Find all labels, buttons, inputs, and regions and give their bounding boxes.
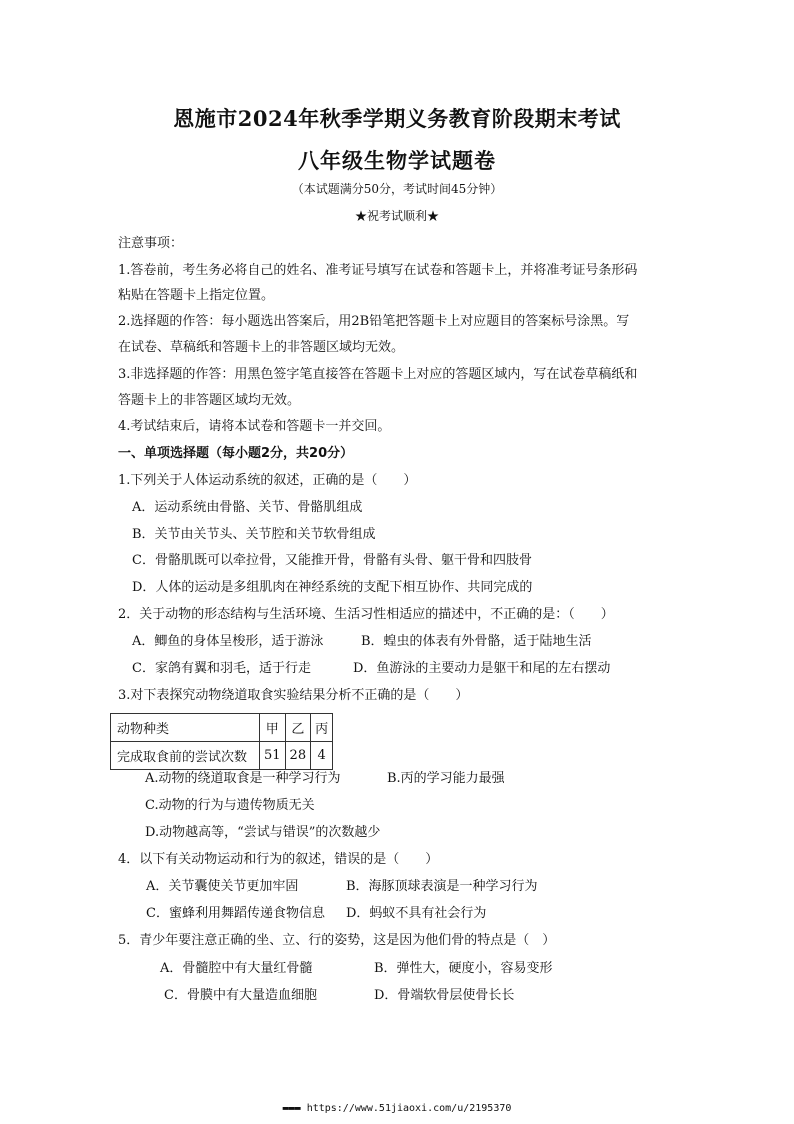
- section-heading: 一、单项选择题（每小题2分，共20分）: [118, 446, 354, 461]
- note-line: 粘贴在答题卡上指定位置。: [118, 288, 275, 303]
- exam-title: 恩施市2024年秋季学期义务教育阶段期末考试: [173, 106, 621, 131]
- question-2-stem: 2．关于动物的形态结构与生活环境、生活习性相适应的描述中，不正确的是：（ ）: [118, 607, 614, 622]
- note-line: 4.考试结束后，请将本试卷和答题卡一并交回。: [118, 419, 391, 434]
- note-line: 1.答卷前，考生务必将自己的姓名、准考证号填写在试卷和答题卡上，并将准考证号条形码: [118, 263, 638, 278]
- q5-option-b: B．弹性大，硬度小，容易变形: [374, 961, 553, 976]
- exam-info: （本试题满分50分，考试时间45分钟）: [291, 182, 503, 196]
- q3-option-a: A.动物的绕道取食是一种学习行为: [145, 771, 341, 786]
- table-row: [111, 714, 333, 742]
- note-line: 在试卷、草稿纸和答题卡上的非答题区域均无效。: [118, 340, 405, 355]
- q2-option-c: C．家鸽有翼和羽毛，适于行走: [132, 661, 311, 676]
- question-4-stem: 4．以下有关动物运动和行为的叙述，错误的是（ ）: [118, 852, 439, 867]
- table-cell: 完成取食前的尝试次数: [111, 742, 260, 770]
- table-cell: 丙: [311, 714, 333, 742]
- q1-option-a: A．运动系统由骨骼、关节、骨骼肌组成: [132, 500, 363, 515]
- paper-title: 八年级生物学试题卷: [298, 148, 496, 173]
- good-luck-line: ★祝考试顺利★: [354, 209, 439, 223]
- note-line: 答题卡上的非答题区域均无效。: [118, 393, 301, 408]
- table-cell: 甲: [260, 714, 286, 742]
- q4-option-d: D．蚂蚁不具有社会行为: [346, 906, 487, 921]
- table-cell: 4: [311, 742, 333, 770]
- note-line: 3.非选择题的作答：用黑色签字笔直接答在答题卡上对应的答题区域内，写在试卷草稿纸和: [118, 367, 638, 382]
- q1-option-c: C．骨骼肌既可以牵拉骨，又能推开骨，骨骼有头骨、躯干骨和四肢骨: [132, 553, 532, 568]
- q2-option-a: A．鲫鱼的身体呈梭形，适于游泳: [132, 634, 324, 649]
- table-cell: 28: [285, 742, 311, 770]
- table-cell: 乙: [285, 714, 311, 742]
- q3-option-b: B.丙的学习能力最强: [387, 771, 505, 786]
- notes-heading: 注意事项：: [118, 236, 184, 251]
- q5-option-c: C．骨膜中有大量造血细胞: [164, 988, 317, 1003]
- q5-option-a: A．骨髓腔中有大量红骨髓: [160, 961, 313, 976]
- q2-option-d: D．鱼游泳的主要动力是躯干和尾的左右摆动: [353, 661, 611, 676]
- q5-option-d: D．骨端软骨层使骨长长: [374, 988, 515, 1003]
- table-cell: 51: [260, 742, 286, 770]
- q1-option-b: B．关节由关节头、关节腔和关节软骨组成: [132, 527, 376, 542]
- q3-option-c: C.动物的行为与遗传物质无关: [145, 798, 315, 813]
- note-line: 2.选择题的作答：每小题选出答案后，用2B铅笔把答题卡上对应题目的答案标号涂黑。写: [118, 314, 630, 329]
- table-row: [111, 742, 333, 770]
- footer-link[interactable]: https://www.51jiaoxi.com/u/2195370: [306, 1103, 512, 1114]
- q3-option-d: D.动物越高等，“尝试与错误”的次数越少: [145, 825, 381, 840]
- q1-option-d: D．人体的运动是多组肌肉在神经系统的支配下相互协作、共同完成的: [132, 580, 533, 595]
- q4-option-c: C．蜜蜂利用舞蹈传递食物信息: [146, 906, 325, 921]
- footer-mark-icon: ▬▬▬: [282, 1103, 301, 1114]
- q4-option-b: B．海豚顶球表演是一种学习行为: [346, 879, 538, 894]
- question-5-stem: 5．青少年要注意正确的坐、立、行的姿势，这是因为他们骨的特点是（ ）: [118, 933, 556, 948]
- q2-option-b: B．蝗虫的体表有外骨骼，适于陆地生活: [361, 634, 592, 649]
- q4-option-a: A．关节囊使关节更加牢固: [146, 879, 299, 894]
- table-cell: 动物种类: [111, 714, 260, 742]
- question-3-stem: 3.对下表探究动物绕道取食实验结果分析不正确的是（ ）: [118, 688, 469, 703]
- experiment-table: [110, 713, 333, 770]
- question-1-stem: 1.下列关于人体运动系统的叙述，正确的是（ ）: [118, 473, 417, 488]
- page-footer: [0, 1103, 794, 1114]
